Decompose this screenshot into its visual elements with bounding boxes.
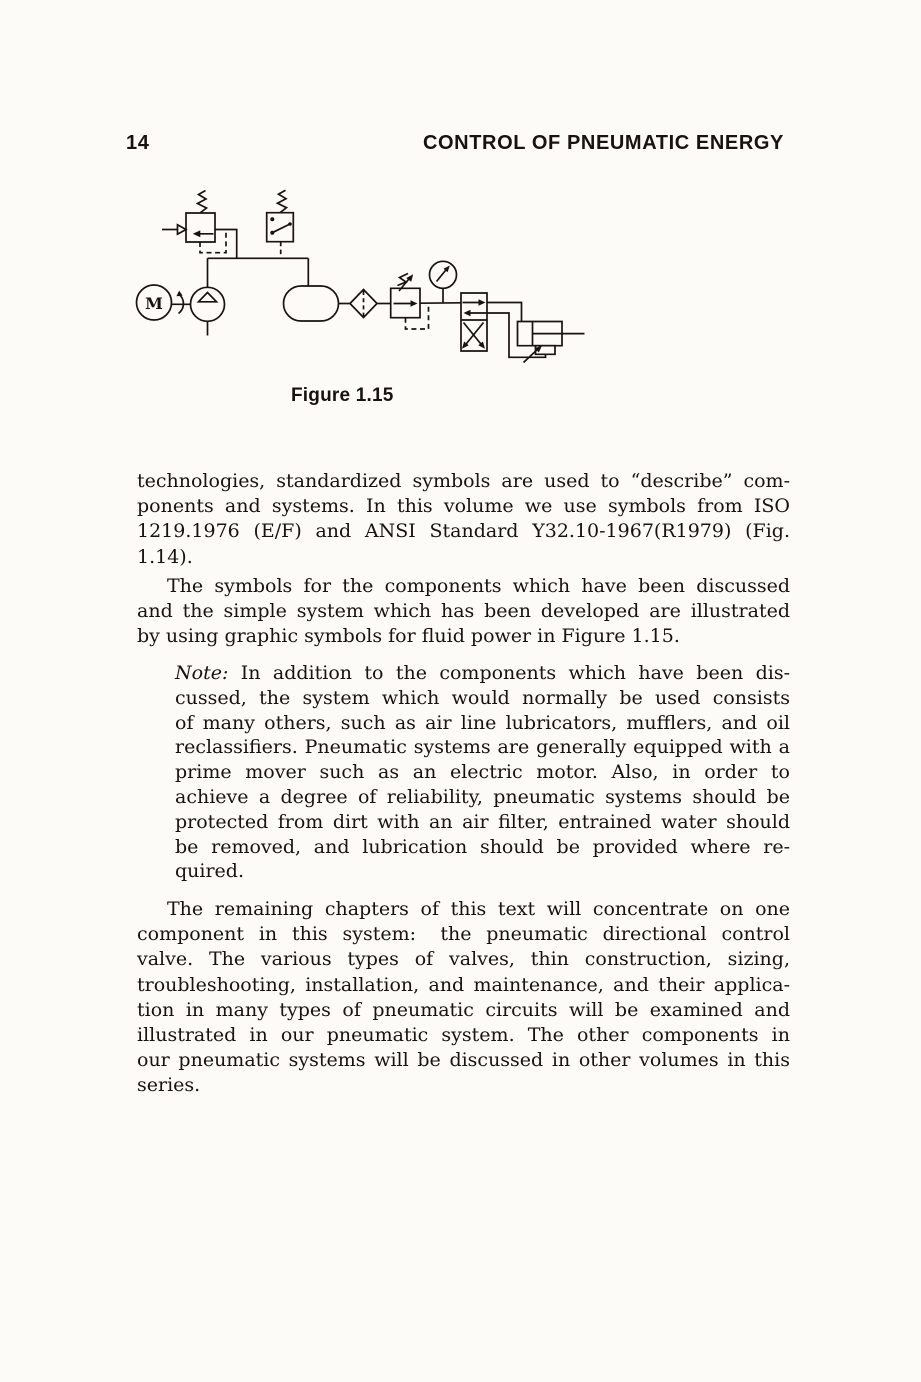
text-line: troubleshooting, installation, and maintenance, and their applica- [137, 973, 790, 996]
text-line: valve. The various types of valves, thin construction, sizing, [137, 948, 790, 971]
text-line: of many others, such as air line lubricators, mufflers, and oil [175, 711, 790, 734]
text-line: protected from dirt with an air filter, entrained water should [175, 810, 790, 833]
text-line: achieve a degree of reliability, pneumatic systems should be [175, 785, 790, 808]
spring-icon [398, 274, 409, 286]
text-line: cussed, the system which would normally be used consists [175, 686, 790, 709]
supply-lines [208, 258, 309, 286]
electric-motor-symbol [137, 285, 191, 320]
receiver-tank-symbol [284, 286, 351, 321]
note-label: Note: [175, 662, 229, 684]
text-line: prime mover such as an electric motor. Also, in order to [175, 761, 790, 784]
figure-caption: Figure 1.15 [291, 385, 394, 406]
text-line: by using graphic symbols for fluid power in Figure 1.15. [137, 625, 680, 648]
flow-arrow-icon [411, 300, 418, 307]
flow-arrow-icon [193, 230, 201, 237]
text-line: be removed, and lubrication should be provided where re- [175, 835, 790, 858]
motor-label: M [145, 294, 163, 313]
pressure-regulator-symbol [391, 274, 461, 330]
rotation-arrow-icon [176, 291, 182, 297]
spring-icon [278, 190, 287, 213]
directional-control-valve-symbol [461, 293, 487, 351]
pneumatic-circuit-diagram [120, 185, 600, 380]
text-line: reclassifiers. Pneumatic systems are generally equipped with a [175, 736, 790, 759]
paragraph-4 [137, 897, 790, 1099]
text-line: technologies, standardized symbols are used to “describe” com- [137, 470, 790, 492]
text-line: tion in many types of pneumatic circuits will be examined and [137, 998, 790, 1021]
check-arrow-icon [178, 225, 187, 234]
pilot-line [406, 304, 429, 330]
text-line: ponents and systems. In this volume we use symbols from ISO [137, 495, 790, 518]
paragraph-1 [137, 469, 790, 570]
text-line: quired. [175, 860, 245, 883]
text-line: The remaining chapters of this text will concentrate on one [167, 898, 790, 920]
text-line: 1219.1976 (E/F) and ANSI Standard Y32.10-1967(R1979) (Fig. [137, 520, 790, 543]
pressure-switch-symbol [267, 190, 294, 258]
note-first-line: In addition to the components which have been dis- [228, 662, 790, 684]
cylinder-symbol [518, 322, 585, 355]
text-line: our pneumatic systems will be discussed in other volumes in this [137, 1049, 790, 1072]
text-line: illustrated in our pneumatic system. The other components in [137, 1024, 790, 1047]
text-line: series. [137, 1074, 201, 1097]
compressor-symbol [191, 258, 225, 335]
page-number: 14 [126, 132, 150, 154]
running-title: CONTROL OF PNEUMATIC ENERGY [422, 132, 784, 154]
pressure-gauge-symbol [430, 261, 457, 303]
relief-valve-symbol [162, 191, 237, 259]
text-line: 1.14). [137, 545, 193, 568]
text-line: The symbols for the components which have been discussed [167, 575, 790, 597]
note-block [137, 661, 790, 884]
text-line: component in this system: the pneumatic directional control [137, 923, 790, 946]
text-line [175, 661, 790, 686]
spring-icon [198, 191, 207, 214]
filter-symbol [350, 290, 391, 318]
paragraph-2 [137, 574, 790, 650]
text-line: and the simple system which has been developed are illustrated [137, 600, 790, 623]
